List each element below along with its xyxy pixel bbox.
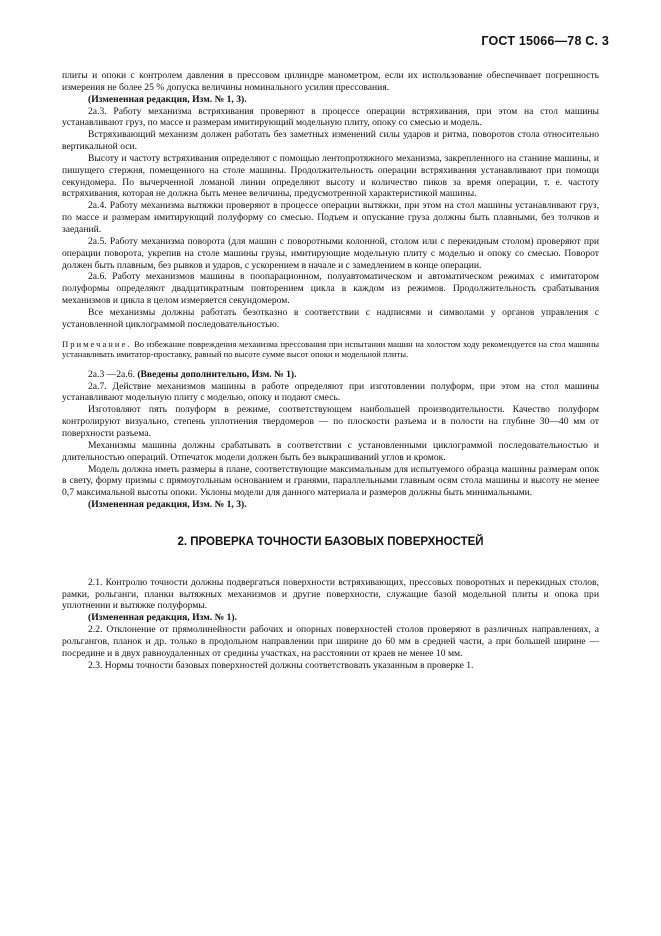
paragraph: плиты и опоки с контролем давления в прессовом цилиндре манометром, если их использование обеспечивает погрешность измерения не более 25 % допуска величины номинального усилия прессования. [62,70,599,93]
paragraph: 2а.5. Работу механизма поворота (для машин с поворотными колонной, столом или с перекидным столом) проверяют при операции поворота, укрепив на столе машины грузы, имитирующие модельную плиту с моделью и опоку со смесью. Поворот должен быть плавным, без рывков и ударов, с ускорением в начале и с замедлением в конце операции. [62,235,599,271]
paragraph: Высоту и частоту встряхивания определяют с помощью лентопротяжного механизма, закрепленного на станине машины, и пишущего стержня, помещенного на столе машины. Продолжительность операции встряхивания устанавливают при помощи секундомера. По вычерченной ломаной линии определяют высоту и количество пиков за время операции, т. е. частоту встряхивания, которая не должна быть менее величины, предусмотренной характеристикой машины. [62,152,599,200]
note-label: Примечание. [62,338,132,349]
paragraph: 2а.4. Работу механизма вытяжки проверяют в процессе операции вытяжки, при этом на стол машины устанавливают груз, по массе и размерам имитирующий полуформу со смесью. Подъем и опускание груза должны быть плавными, без толчков и заеданий. [62,200,599,235]
amendment-note: (Введены дополнительно, Изм. № 1). [137,368,297,380]
paragraph: 2а.3. Работу механизма встряхивания проверяют в процессе операции встряхивания, при этом на стол машины устанавливают груз, по массе и размерам имитирующий модельную плиту, опоку со смесью и модель. [62,105,599,129]
paragraph: Все механизмы должны работать безотказно в соответствии с надписями и символами у органов управления с установленной циклограммой последовательностью. [62,306,599,330]
amendment-note: (Измененная редакция, Изм. № 1, 3). [88,93,247,105]
note-block [62,339,599,360]
paragraph: Модель должна иметь размеры в плане, соответствующие максимальным для испытуемого образца машины размерам опок в свету, форму призмы с прямоугольным основанием и гранями, параллельными главным осям стола машины и высоту не менее 0,7 максимальной высоты опоки. Уклоны модели для данного материала и размеров должны быть минимальными. [62,463,599,499]
paragraph: 2а.6. Работу механизмов машины в поопарационном, полуавтоматическом и автоматическом режимах с имитатором полуформы определяют двадцатикратным повторением цикла в каждом из режимов. Продолжительность срабатывания механизмов и цикла в целом измеряется секундомером. [62,271,599,307]
paragraph: 2.1. Контролю точности должны подвергаться поверхности встряхивающих, прессовых поворотных и перекидных столов, рамки, рольганги, планки вытяжных механизмов и другие поверхности, служащие базой модельной плиты и опока при уплотнении и вытяжке полуформы. [62,576,599,612]
paragraph: 2.3. Нормы точности базовых поверхностей должны соответствовать указанным в проверке 1. [88,659,474,671]
paragraph [62,369,599,381]
paragraph: 2.2. Отклонение от прямолинейности рабочих и опорных поверхностей столов проверяют в различных направлениях, а рольгангов, планок и др. только в продольном направлении при ширине до 60 мм в средней части, а при большей ширине — посредине и в двух равноудаленных от средины участках, на расстоянии от краев не менее 10 мм. [62,624,599,659]
document-body [62,70,599,671]
paragraph: Изготовляют пять полуформ в режиме, соответствующем наибольшей производительности. Качество полуформ контролируют визуально, степень уплотнения твердомеров — по плоскости разъема и в полости на глубине 30—40 мм от поверхности разъема. [62,404,599,439]
amendment-note: (Измененная редакция, Изм. № 1, 3). [88,499,247,511]
paragraph: Механизмы машины должны срабатывать в соответствии с установленными циклограммой последовательностью и длительностью операций. Отпечаток модели должен быть без выкрашиваний углов и кромок. [62,439,599,463]
paragraph: 2а.7. Действие механизмов машины в работе определяют при изготовлении полуформ, при этом на стол машины устанавливают модельную плиту с моделью, опоку и подают смесь. [62,380,599,404]
clause-range: 2а.3 —2а.6. [88,368,135,380]
page-header: ГОСТ 15066—78 С. 3 [481,34,609,48]
section-title: 2. ПРОВЕРКА ТОЧНОСТИ БАЗОВЫХ ПОВЕРХНОСТЕЙ [177,535,484,548]
note-text: Во избежание повреждения механизма прессования при испытании машин на холостом ходу рекомендуется на стол машины устанавливать имитатор-проставку, равный по высоте сумме высот опоки и модельной плиты. [62,338,600,360]
amendment-note: (Измененная редакция, Изм. № 1). [88,612,238,624]
paragraph: Встряхивающий механизм должен работать без заметных изменений силы ударов и ритма, поворотов стола относительно вертикальной оси. [62,129,599,153]
